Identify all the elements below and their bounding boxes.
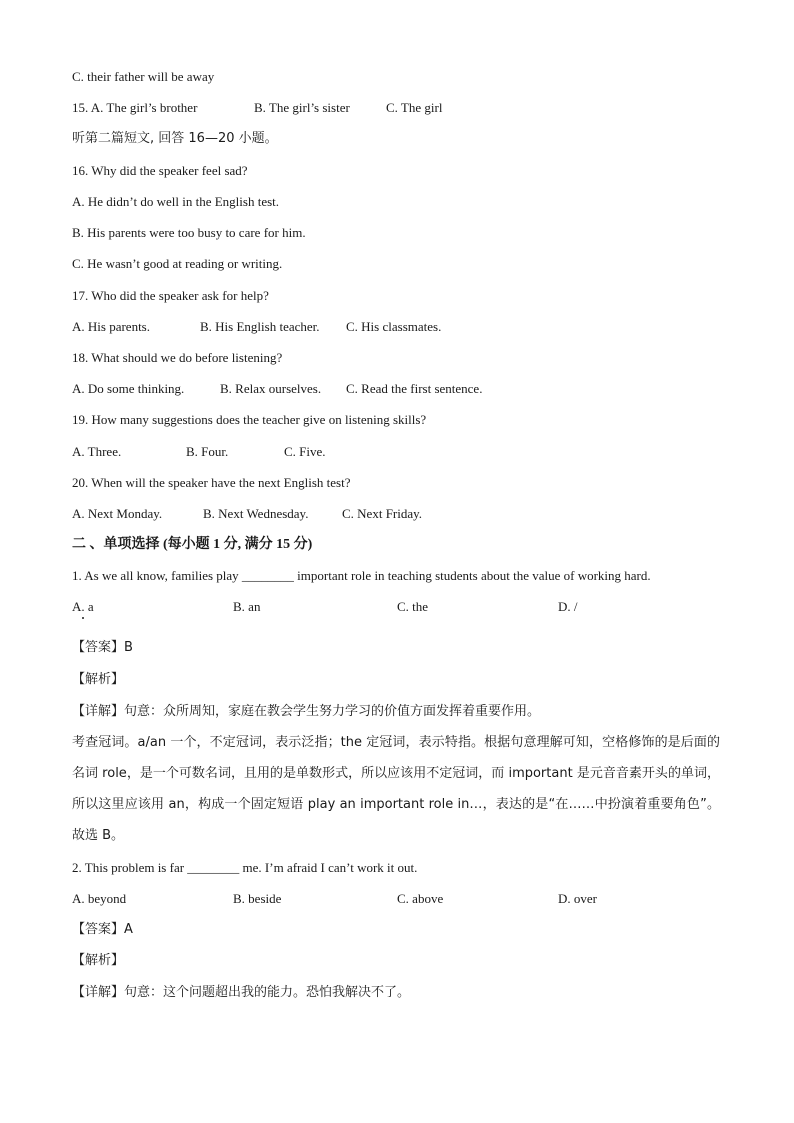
s2-q1-question: 1. As we all know, families play ________ important role in teaching students about the value of working hard. [72,568,651,583]
q18-question: 18. What should we do before listening? [72,350,283,365]
q14-option-c: C. their father will be away [72,69,215,84]
q15-option-a: 15. A. The girl’s brother [72,100,198,115]
s2-q1-option-b: B. an [233,599,261,614]
q15-option-c: C. The girl [386,100,443,115]
q16-option-a: A. He didn’t do well in the English test. [72,194,280,209]
s2-q2-option-a: A. beyond [72,891,127,906]
q20-option-b: B. Next Wednesday. [203,506,309,521]
s2-q2-answer [72,921,133,939]
detail-label: 【详解】 [72,985,125,1000]
q17-option-a: A. His parents. [72,319,150,334]
s2-q1-option-d: D. / [558,599,578,614]
scan-dot [82,617,84,619]
detail-text: 句意：众所周知，家庭在教会学生努力学习的价值方面发挥着重要作用。 [124,704,541,719]
answer-value: A [124,922,133,937]
detail-label: 【详解】 [72,704,125,719]
s2-q2-question: 2. This problem is far ________ me. I’m afraid I can’t work it out. [72,860,418,875]
s2-q1-option-a: A. a [72,599,94,614]
s2-q1-analysis-label: 【解析】 [72,672,125,687]
q19-question: 19. How many suggestions does the teacher give on listening skills? [72,412,427,427]
q19-option-b: B. Four. [186,444,229,459]
detail-text: 句意：这个问题超出我的能力。恐怕我解决不了。 [124,985,411,1000]
q19-option-c: C. Five. [284,444,326,459]
answer-label: 【答案】 [72,922,125,937]
q20-option-a: A. Next Monday. [72,506,163,521]
q15-option-b: B. The girl’s sister [254,100,350,115]
q18-option-c: C. Read the first sentence. [346,381,483,396]
s2-q1-explanation: 考查冠词。a/an 一个，不定冠词，表示泛指；the 定冠词，表示特指。根据句意理解可知，空格修饰的是后面的名词 role，是一个可数名词，且用的是单数形式，所以应该用不定冠词，而 important 是元音音素开头的单词，所以这里应该用 an，构成一个固定短语 play an important role in…，表达的是“在……中扮演着重要角色”。故选 B。 [72,735,720,843]
s2-q1-option-c: C. the [397,599,429,614]
q17-question: 17. Who did the speaker ask for help? [72,288,269,303]
q16-option-b: B. His parents were too busy to care for him. [72,225,306,240]
answer-label: 【答案】 [72,640,125,655]
s2-q2-option-c: C. above [397,891,444,906]
passage2-instruction: 听第二篇短文, 回答 16—20 小题。 [72,131,278,146]
q18-option-b: B. Relax ourselves. [220,381,322,396]
s2-q1-detail [72,703,540,721]
section2-title: 二 、单项选择 (每小题 1 分, 满分 15 分) [72,537,313,552]
q16-option-c: C. He wasn’t good at reading or writing. [72,256,283,271]
q17-option-c: C. His classmates. [346,319,442,334]
s2-q2-option-d: D. over [558,891,597,906]
q19-option-a: A. Three. [72,444,122,459]
q20-question: 20. When will the speaker have the next English test? [72,475,351,490]
s2-q2-detail [72,984,410,1002]
q18-option-a: A. Do some thinking. [72,381,185,396]
answer-value: B [124,640,133,655]
s2-q2-option-b: B. beside [233,891,282,906]
s2-q2-analysis-label: 【解析】 [72,953,125,968]
s2-q1-answer [72,639,133,657]
q20-option-c: C. Next Friday. [342,506,423,521]
q16-question: 16. Why did the speaker feel sad? [72,163,248,178]
q17-option-b: B. His English teacher. [200,319,320,334]
